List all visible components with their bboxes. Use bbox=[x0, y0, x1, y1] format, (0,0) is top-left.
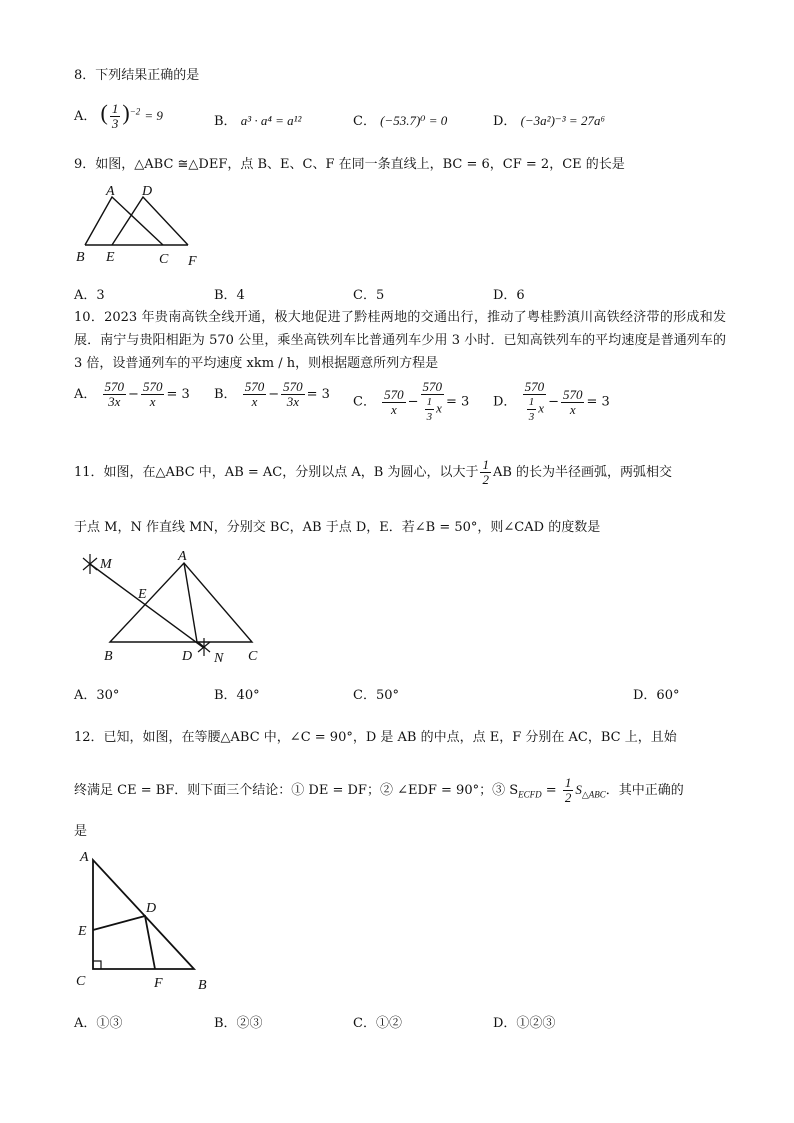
q12-option-d: D．①②③ bbox=[493, 1016, 556, 1031]
q11-stem-line1: 11．如图，在△ABC 中，AB = AC，分别以点 A，B 为圆心，以大于 $\frac{1}{2}$ AB 的长为半径画弧，两弧相交 bbox=[74, 457, 673, 487]
q11-option-d: D．60° bbox=[633, 688, 680, 703]
q8-stem: 8．下列结果正确的是 bbox=[74, 68, 200, 83]
q8-option-a: A． ( $\frac{1}{3}$ )$^{-2}$ = 9 bbox=[74, 100, 163, 131]
q12-label-f: F bbox=[154, 976, 163, 991]
q9-stem: 9．如图，△ABC ≅△DEF，点 B、E、C、F 在同一条直线上，BC = 6，CF = 2，CE 的长是 bbox=[74, 157, 625, 172]
q8-option-a-rhs: = 9 bbox=[144, 108, 163, 123]
q8-option-c bbox=[353, 110, 447, 129]
q8-option-d-expr: (−3a²)⁻³ = 27a⁶ bbox=[520, 113, 605, 128]
q12-label-d: D bbox=[146, 901, 157, 916]
q11-label-m: M bbox=[100, 557, 112, 572]
q11-option-a: A．30° bbox=[74, 688, 120, 703]
q10-option-a-label: A． bbox=[74, 387, 97, 402]
q8-option-a-label: A． bbox=[74, 109, 97, 124]
q8-option-a-fraction: $\frac{1}{3}$ bbox=[111, 101, 119, 131]
q11-option-b: B．40° bbox=[214, 688, 260, 703]
q10-option-a: A． $\frac{570}{3x}$ − $\frac{570}{x}$ = 3 bbox=[74, 379, 190, 409]
q11-arc-mark-n bbox=[198, 638, 210, 656]
q11-arc-mark-m bbox=[83, 554, 97, 574]
q9-label-a: A bbox=[106, 185, 115, 199]
q10-option-b-label: B． bbox=[214, 387, 237, 402]
q8-option-b-expr: a³ · a⁴ = a¹² bbox=[240, 113, 302, 128]
q9-label-c: C bbox=[159, 252, 169, 267]
q9-triangle-def bbox=[112, 197, 188, 245]
q12-label-b: B bbox=[198, 978, 207, 993]
q12-stem-line1: 12．已知，如图，在等腰△ABC 中，∠C = 90°，D 是 AB 的中点，点 E，F 分别在 AC，BC 上，且始 bbox=[74, 730, 677, 745]
q12-label-c: C bbox=[76, 974, 86, 989]
q12-right-angle-mark bbox=[93, 961, 101, 969]
q8-option-c-label: C． bbox=[353, 114, 376, 129]
q11-label-d: D bbox=[182, 649, 193, 664]
q9-triangle-abc bbox=[85, 197, 163, 245]
q9-option-d: D．6 bbox=[493, 288, 525, 303]
q9-label-e: E bbox=[106, 250, 115, 265]
q9-option-c: C．5 bbox=[353, 288, 385, 303]
q11-label-b: B bbox=[104, 649, 113, 664]
q10-stem: 10．2023 年贵南高铁全线开通，极大地促进了黔桂两地的交通出行，推动了粤桂黔滇川高铁经济带的形成和发展．南宁与贵阳相距为 570 公里，乘坐高铁列车比普通列车少用 3 小时．已知高铁列车的平均速度是普通列车的 3 倍，设普通列车的平均速度 xkm / h，则根据题意所列方程是 bbox=[74, 310, 726, 371]
q12-option-a: A．①③ bbox=[74, 1016, 123, 1031]
q11-label-e: E bbox=[138, 587, 147, 602]
q11-label-n: N bbox=[214, 651, 224, 666]
q9-label-b: B bbox=[76, 250, 85, 265]
q12-segments-ed-df bbox=[93, 916, 155, 969]
q12-triangle-abc bbox=[93, 860, 194, 969]
q12-figure bbox=[70, 845, 220, 995]
q9-option-a: A．3 bbox=[74, 288, 105, 303]
q8-option-d-label: D． bbox=[493, 114, 517, 129]
q10-option-c: C． $\frac{570}{x}$ − 570 $\frac{1}{3}$ x = 3 bbox=[353, 379, 470, 423]
q8-option-b-label: B． bbox=[214, 114, 237, 129]
q12-label-e: E bbox=[78, 924, 87, 939]
q9-label-f: F bbox=[188, 254, 197, 269]
q12-option-c: C．①② bbox=[353, 1016, 402, 1031]
q12-stem-line2: 终满足 CE = BF．则下面三个结论：① DE = DF；② ∠EDF = 90°；③ $S_{ECFD}$ = $\frac{1}{2}$ $S_{\triangle ABC}$．其中正确的 bbox=[74, 775, 684, 805]
q11-label-c: C bbox=[248, 649, 258, 664]
q12-stem-line3: 是 bbox=[74, 824, 88, 839]
q10-option-d-label: D． bbox=[493, 394, 517, 410]
q11-half-fraction: $\frac{1}{2}$ bbox=[482, 457, 489, 487]
q9-label-d: D bbox=[142, 185, 153, 199]
q11-label-a: A bbox=[178, 549, 187, 564]
q9-figure bbox=[70, 185, 200, 270]
q8-option-c-expr: (−53.7)⁰ = 0 bbox=[380, 113, 448, 128]
q11-option-c: C．50° bbox=[353, 688, 399, 703]
q12-option-b: B．②③ bbox=[214, 1016, 263, 1031]
q10-option-c-label: C． bbox=[353, 394, 376, 410]
q11-figure bbox=[70, 548, 280, 668]
q10-option-b: B． $\frac{570}{x}$ − $\frac{570}{3x}$ = 3 bbox=[214, 379, 330, 409]
q9-option-b: B．4 bbox=[214, 288, 245, 303]
q12-label-a: A bbox=[80, 850, 89, 865]
q10-option-d: D． 570 $\frac{1}{3}$ x − $\frac{570}{x}$ = 3 bbox=[493, 379, 610, 423]
q8-option-b bbox=[214, 110, 301, 129]
q8-option-a-exponent: −2 bbox=[129, 106, 141, 117]
q11-stem-line2: 于点 M，N 作直线 MN，分别交 BC，AB 于点 D，E．若∠B = 50°，则∠CAD 的度数是 bbox=[74, 520, 601, 535]
q11-triangle-abc bbox=[110, 563, 252, 642]
q8-option-d bbox=[493, 110, 605, 129]
